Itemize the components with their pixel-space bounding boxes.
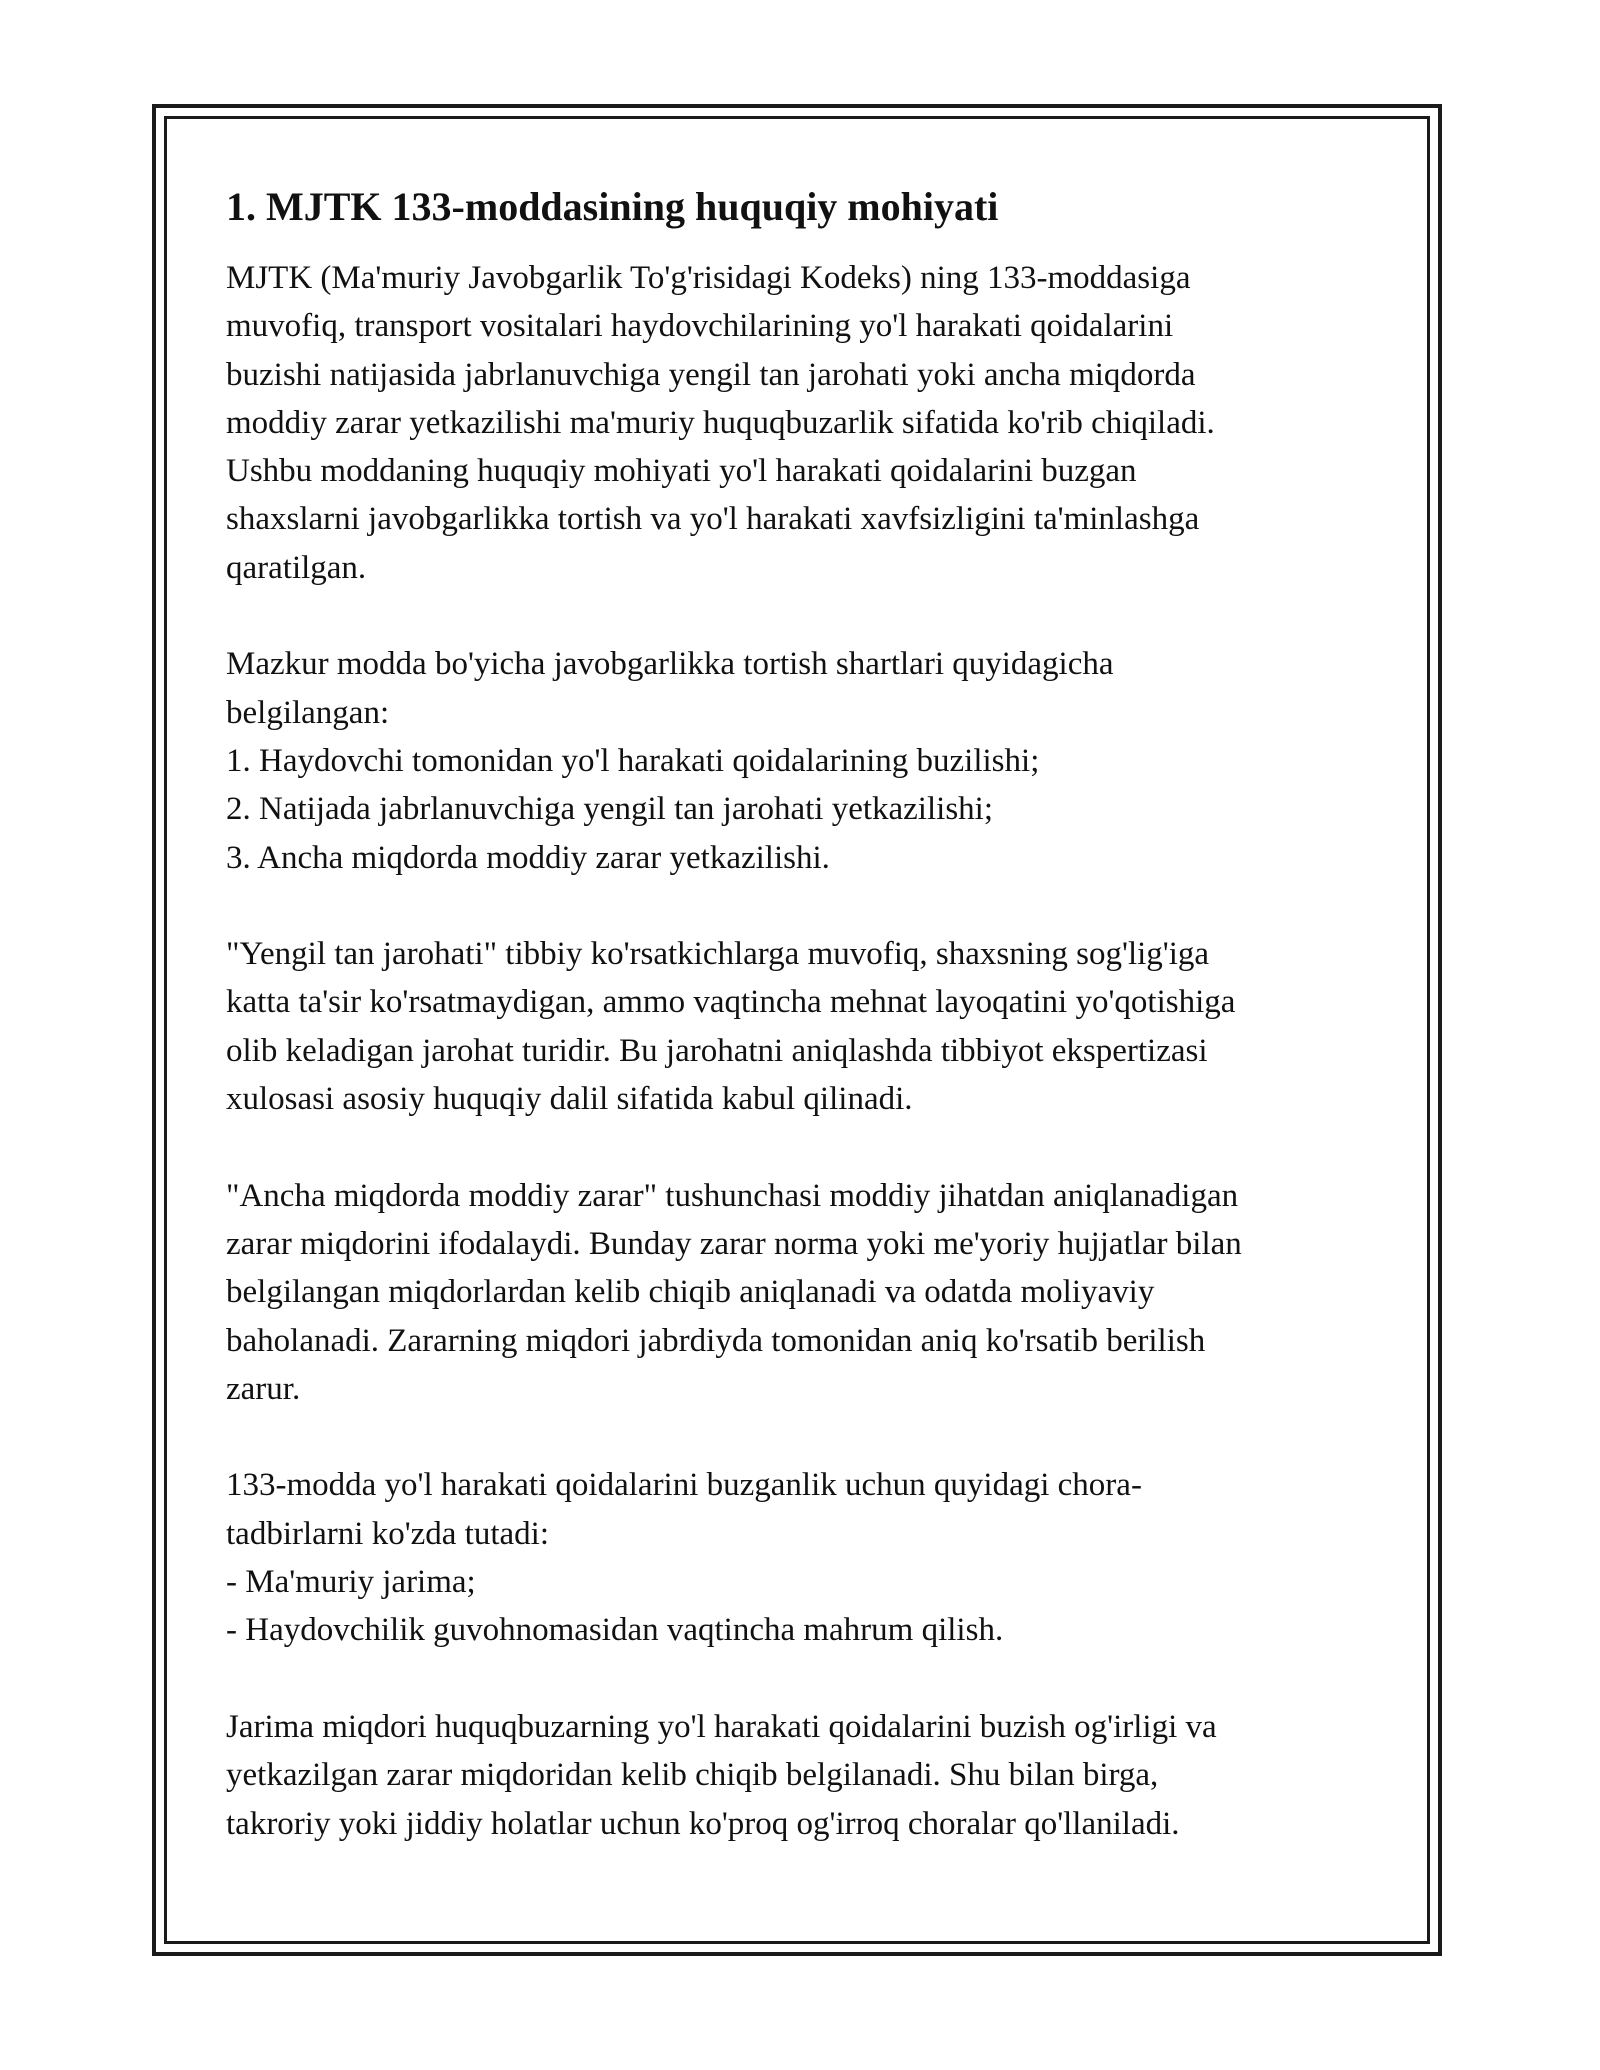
document-body [226,182,1376,1848]
paragraph-material-damage: "Ancha miqdorda moddiy zarar" tushunchasi moddiy jihatdan aniqlanadigan zarar miqdorini ifodalaydi. Bunday zarar norma yoki me'yoriy hujjatlar bilan belgilangan miqdorlardan kelib chiqib aniqlanadi va odatda moliyaviy baholanadi. Zararning miqdori jabrdiyda tomonidan aniq ko'rsatib berilish zarur. [226,1177,1242,1407]
section-heading: 1. MJTK 133-moddasining huquqiy mohiyati [226,184,999,229]
paragraph-measures: 133-modda yo'l harakati qoidalarini buzganlik uchun quyidagi chora- tadbirlarni ko'zda tutadi: - Ma'muriy jarima; - Haydovchilik guvohnomasidan vaqtincha mahrum qilish. [226,1467,1142,1649]
paragraph-light-injury: "Yengil tan jarohati" tibbiy ko'rsatkichlarga muvofiq, shaxsning sog'lig'iga katta ta'sir ko'rsatmaydigan, ammo vaqtincha mehnat layoqatini yo'qotishiga olib keladigan jarohat turidir. Bu jarohatni aniqlashda tibbiyot ekspertizasi xulosasi asosiy huquqiy dalil sifatida kabul qilinadi. [226,936,1236,1118]
paragraph-fine-amount: Jarima miqdori huquqbuzarning yo'l harakati qoidalarini buzish og'irligi va yetkazilgan zarar miqdoridan kelib chiqib belgilanadi. Shu bilan birga, takroriy yoki jiddiy holatlar uchun ko'proq og'irroq choralar qo'llaniladi. [226,1708,1217,1842]
paragraph-legal-essence: MJTK (Ma'muriy Javobgarlik To'g'risidagi Kodeks) ning 133-moddasiga muvofiq, transport vositalari haydovchilarining yo'l harakati qoidalarini buzishi natijasida jabrlanuvchiga yengil tan jarohati yoki ancha miqdorda moddiy zarar yetkazilishi ma'muriy huquqbuzarlik sifatida ko'rib chiqiladi. Ushbu moddaning huquqiy mohiyati yo'l harakati qoidalarini buzgan shaxslarni javobgarlikka tortish va yo'l harakati xavfsizligini ta'minlashga qaratilgan. [226,260,1215,586]
paragraph-liability-conditions: Mazkur modda bo'yicha javobgarlikka tortish shartlari quyidagicha belgilangan: 1. Haydovchi tomonidan yo'l harakati qoidalarining buzilishi; 2. Natijada jabrlanuvchiga yengil tan jarohati yetkazilishi; 3. Ancha miqdorda moddiy zarar yetkazilishi. [226,646,1114,876]
